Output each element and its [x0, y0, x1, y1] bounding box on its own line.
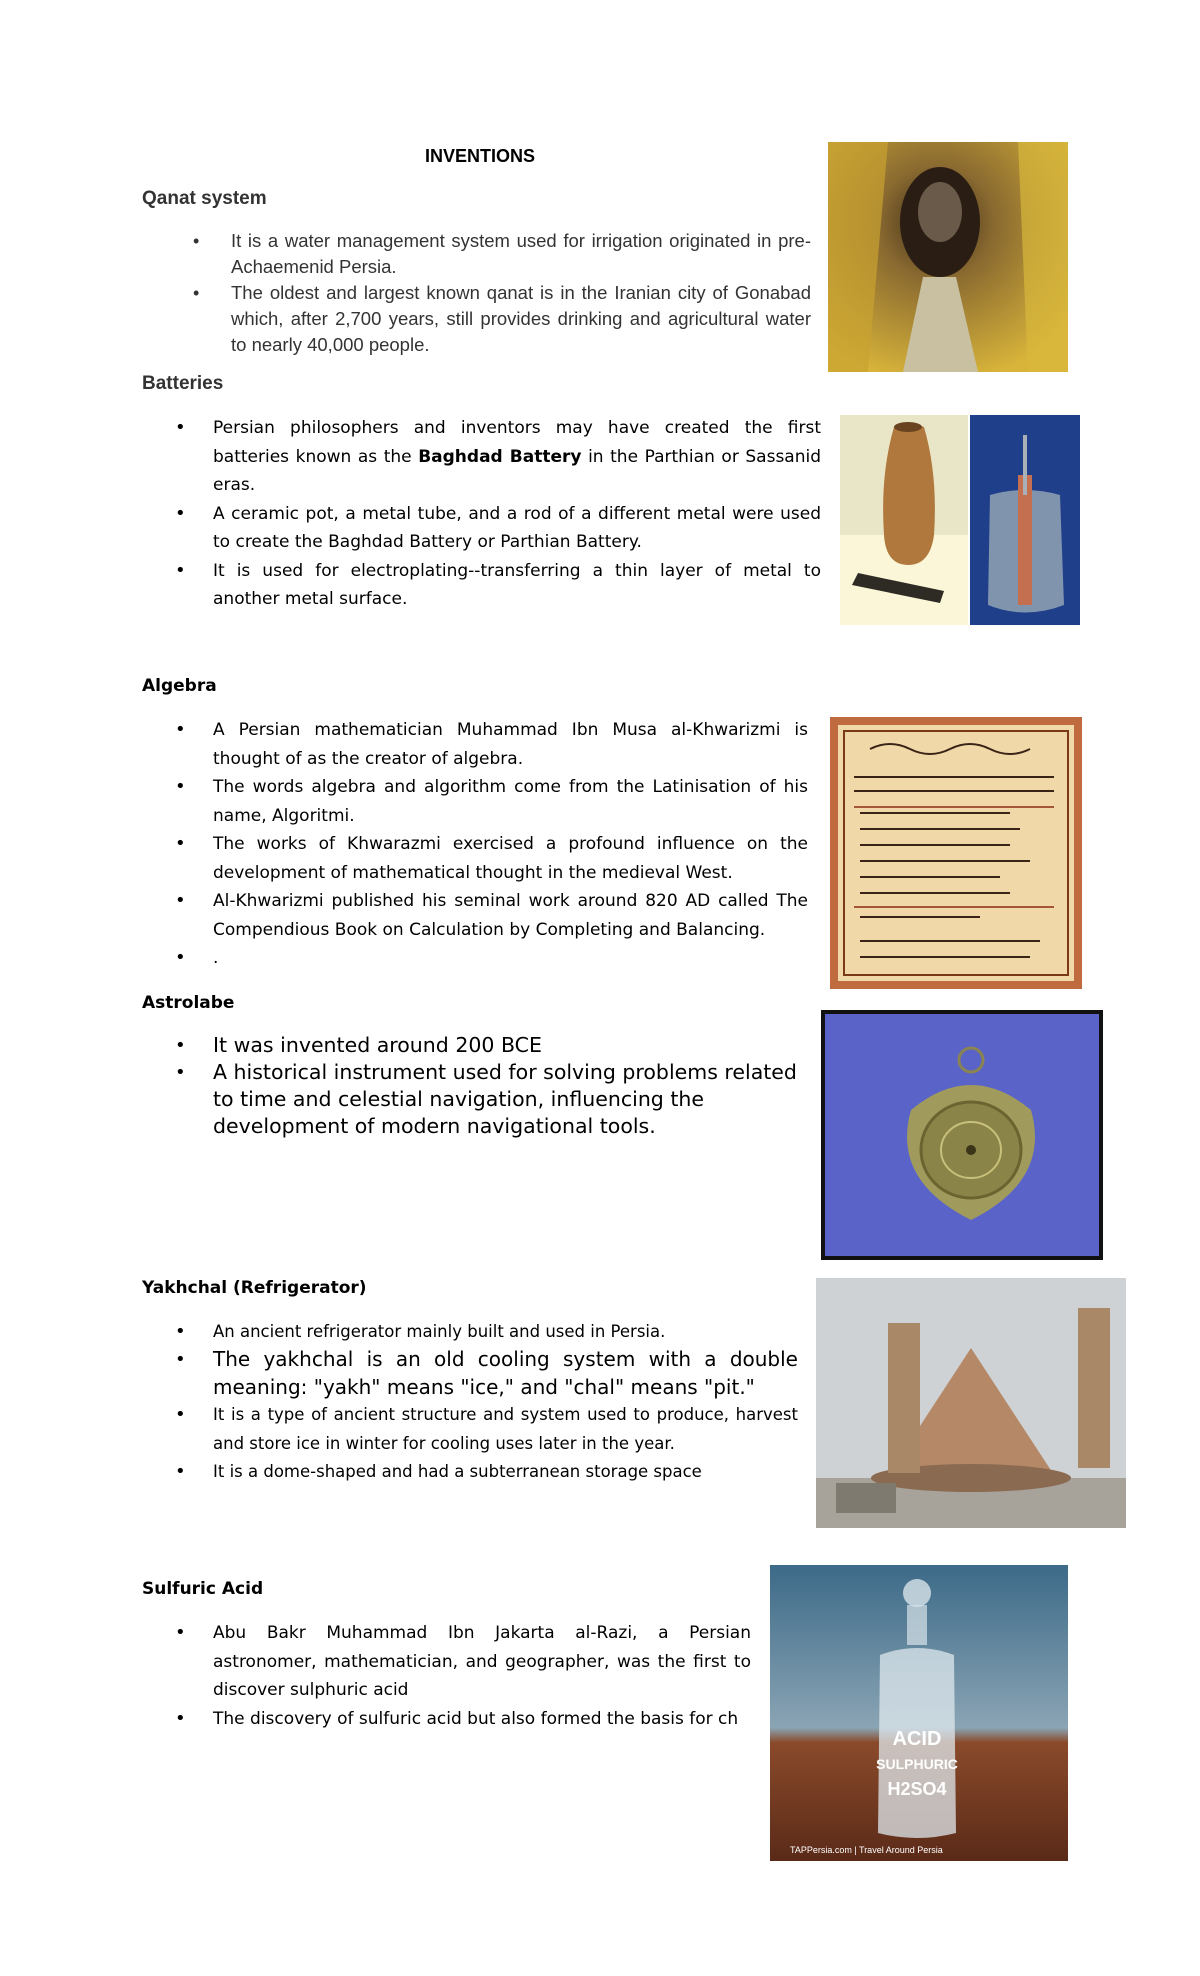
list-item: • It was invented around 200 BCE — [213, 1032, 803, 1059]
list-item: • An ancient refrigerator mainly built and used in Persia. — [213, 1318, 798, 1346]
astrolabe-image — [821, 1010, 1103, 1260]
bottle-label-acid: ACID — [892, 1728, 942, 1750]
list-item: • The discovery of sulfuric acid but also formed the basis for ch — [213, 1705, 751, 1734]
list-item: • The oldest and largest known qanat is in the Iranian city of Gonabad which, after 2,700 years, still provides drinking and agricultural water to nearly 40,000 people. — [231, 280, 811, 358]
list-item: • Al-Khwarizmi published his seminal work around 820 AD called The Compendious Book on Calculation by Completing and Balancing. — [213, 887, 808, 944]
yakhchal-image — [816, 1278, 1126, 1528]
batteries-heading: Batteries — [142, 373, 224, 394]
astrolabe-heading: Astrolabe — [142, 993, 235, 1013]
list-item: • A Persian mathematician Muhammad Ibn Musa al-Khwarizmi is thought of as the creator of algebra. — [213, 716, 808, 773]
list-item: • The words algebra and algorithm come from the Latinisation of his name, Algoritmi. — [213, 773, 808, 830]
qanat-heading: Qanat system — [142, 188, 267, 209]
image-watermark: TAPPersia.com | Travel Around Persia — [790, 1845, 943, 1855]
algebra-list — [213, 716, 808, 973]
list-item: • The works of Khwarazmi exercised a profound influence on the development of mathematical thought in the medieval West. — [213, 830, 808, 887]
list-item: • . — [213, 944, 808, 973]
baghdad-battery-image — [840, 415, 1080, 625]
list-item: • The yakhchal is an old cooling system with a double meaning: "yakh" means "ice," and "chal" means "pit." — [213, 1346, 798, 1401]
list-item: • It is a dome-shaped and had a subterranean storage space — [213, 1458, 798, 1487]
list-item: • It is a water management system used for irrigation originated in pre-Achaemenid Persia. — [231, 228, 811, 280]
bottle-label-formula: H2SO4 — [887, 1779, 947, 1799]
sulfuric-list — [213, 1619, 751, 1733]
list-item: • It is used for electroplating--transferring a thin layer of metal to another metal surface. — [213, 557, 821, 614]
yakhchal-heading: Yakhchal (Refrigerator) — [142, 1278, 367, 1298]
yakhchal-list — [213, 1318, 798, 1487]
bottle-label-sulphuric: SULPHURIC — [876, 1756, 958, 1772]
list-item — [213, 414, 821, 500]
list-item: • A ceramic pot, a metal tube, and a rod of a different metal were used to create the Baghdad Battery or Parthian Battery. — [213, 500, 821, 557]
list-item: • A historical instrument used for solving problems related to time and celestial navigation, influencing the development of modern navigational tools. — [213, 1059, 803, 1140]
batteries-list — [213, 414, 821, 614]
sulfuric-heading: Sulfuric Acid — [142, 1579, 264, 1599]
list-item: • It is a type of ancient structure and system used to produce, harvest and store ice in winter for cooling uses later in the year. — [213, 1401, 798, 1458]
battery-text-pre: Persian philosophers and inventors may have created the first batteries known as the — [213, 418, 821, 467]
algebra-heading: Algebra — [142, 676, 217, 696]
sulfuric-acid-bottle-image — [770, 1565, 1068, 1861]
astrolabe-list — [213, 1032, 803, 1140]
baghdad-battery-bold: Baghdad Battery — [418, 446, 582, 467]
page-title: INVENTIONS — [424, 146, 535, 166]
battery-text-post: in the Parthian or Sassanid eras. — [213, 446, 822, 495]
qanat-tunnel-image — [828, 142, 1068, 372]
list-item: • Abu Bakr Muhammad Ibn Jakarta al-Razi, a Persian astronomer, mathematician, and geographer, was the first to discover sulphuric acid — [213, 1619, 751, 1705]
qanat-list — [231, 228, 811, 358]
algebra-manuscript-image — [830, 717, 1082, 989]
